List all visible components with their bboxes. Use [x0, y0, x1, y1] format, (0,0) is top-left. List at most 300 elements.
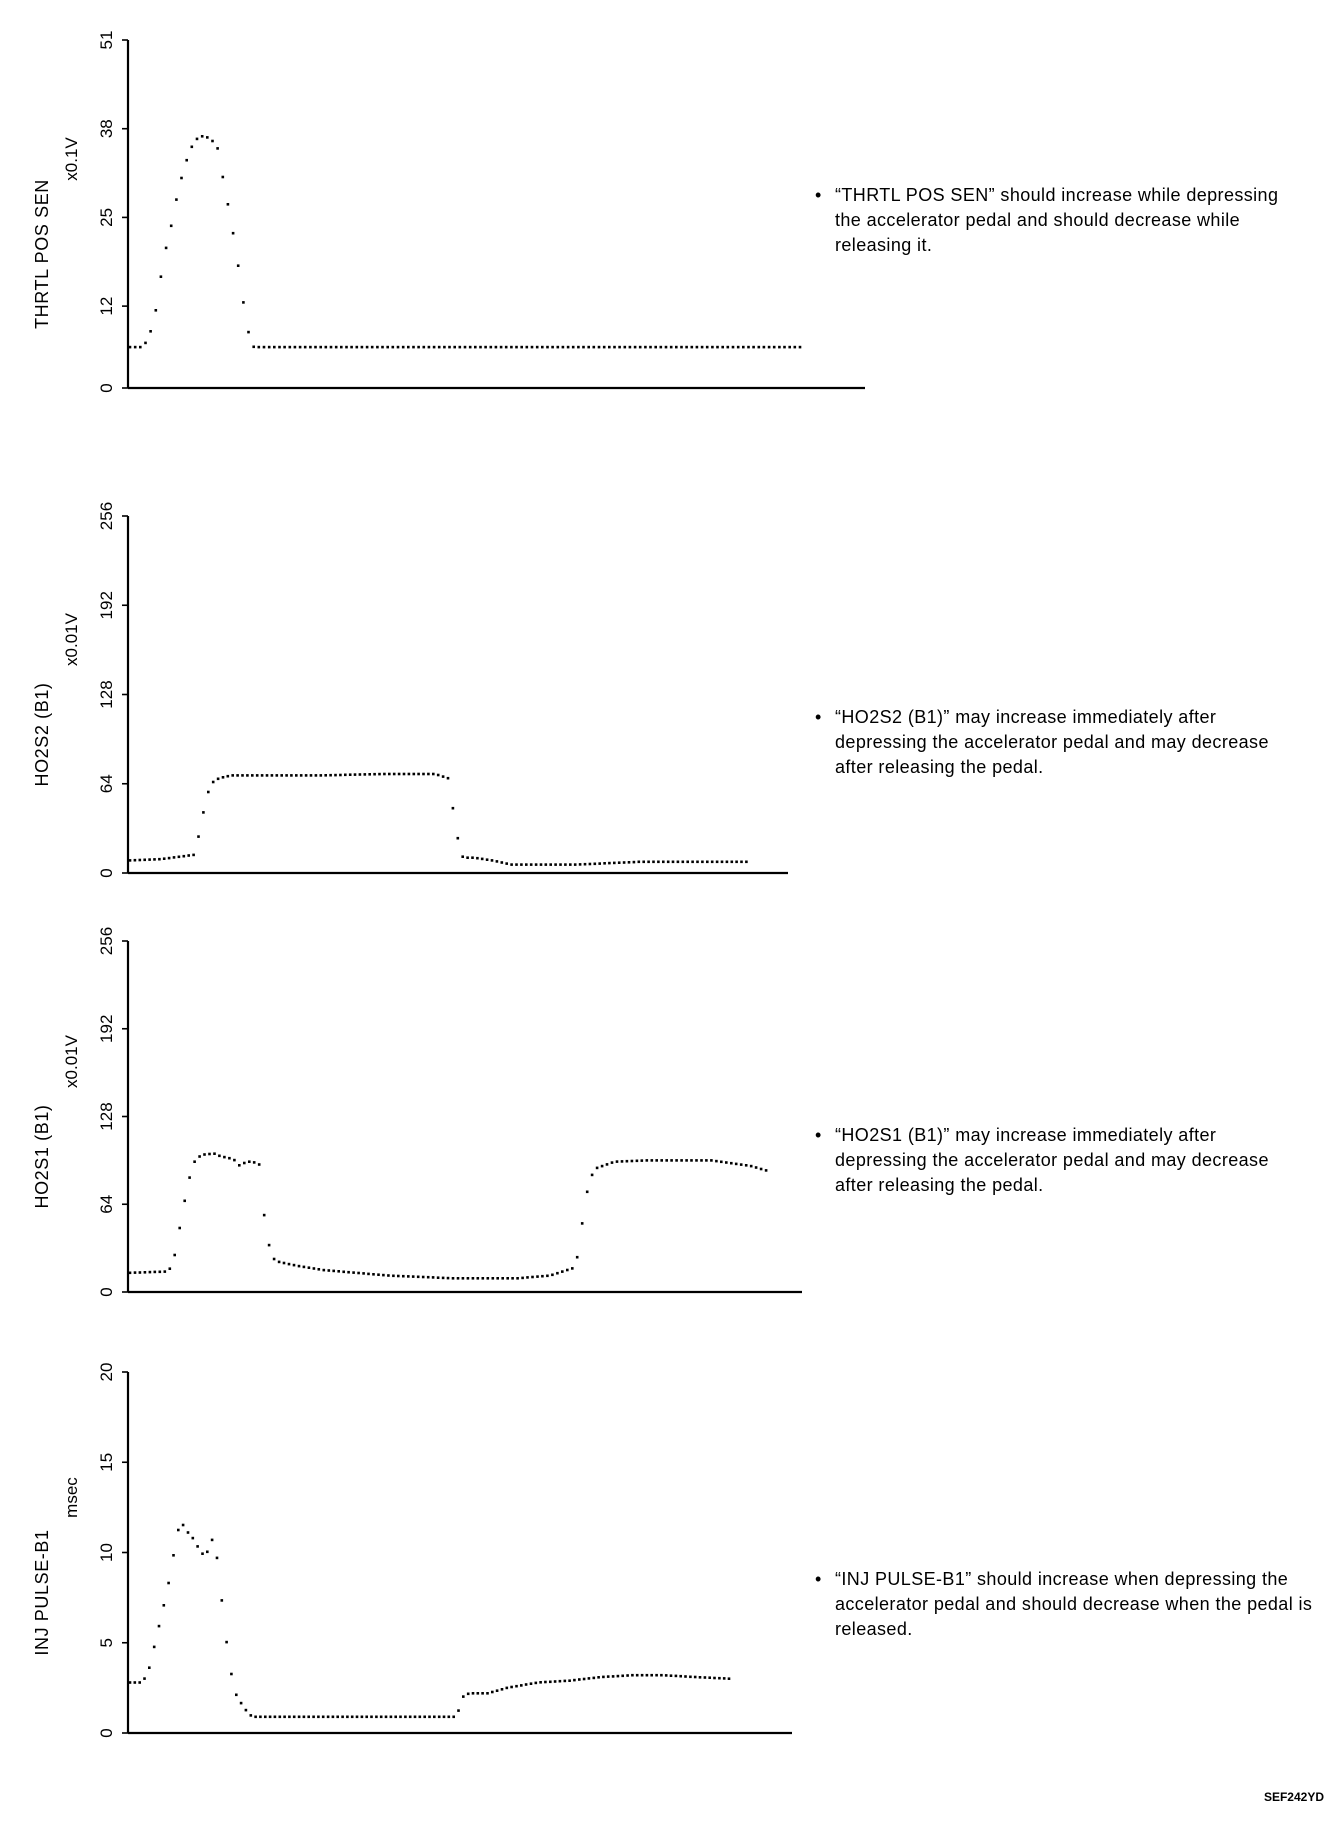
data-point: [506, 1277, 509, 1280]
data-point: [650, 1674, 653, 1677]
data-point: [601, 1165, 604, 1168]
data-point: [242, 301, 245, 304]
data-point: [646, 1159, 649, 1162]
data-point: [655, 1159, 658, 1162]
data-point: [357, 1272, 360, 1275]
data-point: [594, 863, 597, 866]
y-unit-label: x0.01V: [62, 613, 81, 666]
y-tick-label: 12: [97, 296, 116, 316]
data-point: [491, 859, 494, 862]
data-point: [651, 1159, 654, 1162]
note-inj-pulse-b1: [815, 1567, 1315, 1642]
data-point: [246, 774, 249, 777]
data-point: [660, 1674, 663, 1677]
data-point: [695, 1159, 698, 1162]
y-unit-label: msec: [62, 1477, 81, 1518]
chart-1: [32, 502, 788, 878]
data-point: [273, 346, 276, 349]
data-point: [134, 346, 137, 349]
data-point: [443, 1716, 446, 1719]
data-point: [335, 346, 338, 349]
note-text: “HO2S2 (B1)” may increase immediately after depressing the accelerator pedal and may decrease after releasing the pedal.: [835, 707, 1269, 777]
data-point: [611, 1161, 614, 1164]
data-point: [541, 1275, 544, 1278]
note-text: “THRTL POS SEN” should increase while depressing the accelerator pedal and should decrease while releasing it.: [835, 185, 1279, 255]
data-point: [274, 1716, 277, 1719]
data-point: [163, 857, 166, 860]
data-point: [452, 1716, 455, 1719]
data-point: [149, 330, 152, 333]
data-point: [551, 346, 554, 349]
data-point: [574, 863, 577, 866]
data-point: [727, 346, 730, 349]
data-point: [696, 861, 699, 864]
data-point: [535, 863, 538, 866]
data-point: [726, 861, 729, 864]
data-point: [442, 775, 445, 778]
y-tick-label: 25: [97, 207, 116, 227]
data-point: [188, 1176, 191, 1179]
data-point: [129, 1272, 132, 1275]
data-point: [298, 1716, 301, 1719]
data-point: [433, 1716, 436, 1719]
data-point: [394, 1716, 397, 1719]
data-point: [662, 861, 665, 864]
chart-3: [32, 1363, 792, 1738]
data-point: [477, 1692, 480, 1695]
data-point: [665, 346, 668, 349]
data-point: [531, 1276, 534, 1279]
data-point: [198, 1155, 201, 1158]
data-point: [237, 264, 240, 267]
data-point: [742, 346, 745, 349]
data-point: [139, 1271, 142, 1274]
data-point: [211, 1539, 214, 1542]
data-point: [799, 346, 802, 349]
data-point: [603, 346, 606, 349]
data-point: [303, 1716, 306, 1719]
data-point: [365, 1716, 368, 1719]
data-point: [232, 232, 235, 235]
data-point: [520, 1684, 523, 1687]
data-point: [705, 1159, 708, 1162]
data-point: [344, 774, 347, 777]
data-point: [169, 1267, 172, 1270]
data-point: [168, 857, 171, 860]
data-point: [227, 203, 230, 206]
data-point: [178, 1227, 181, 1230]
data-point: [412, 346, 415, 349]
data-point: [263, 346, 266, 349]
data-point: [319, 346, 322, 349]
data-point: [699, 1676, 702, 1679]
data-point: [606, 1163, 609, 1166]
data-point: [143, 859, 146, 862]
data-point: [462, 1277, 465, 1280]
note-text: “INJ PULSE-B1” should increase when depressing the accelerator pedal and should decrease when the pedal is released.: [835, 1569, 1313, 1639]
data-point: [588, 1677, 591, 1680]
data-point: [706, 861, 709, 864]
data-point: [402, 346, 405, 349]
data-point: [278, 346, 281, 349]
data-point: [337, 1270, 340, 1273]
data-point: [269, 1716, 272, 1719]
data-point: [381, 346, 384, 349]
data-point: [283, 346, 286, 349]
data-point: [740, 1163, 743, 1166]
data-point: [139, 859, 142, 862]
data-point: [309, 346, 312, 349]
data-point: [680, 1159, 683, 1162]
data-point: [329, 774, 332, 777]
data-point: [266, 774, 269, 777]
data-point: [639, 346, 642, 349]
data-point: [438, 346, 441, 349]
data-point: [500, 346, 503, 349]
data-point: [290, 774, 293, 777]
data-point: [691, 346, 694, 349]
data-point: [607, 1675, 610, 1678]
data-point: [250, 1714, 253, 1717]
data-point: [641, 1674, 644, 1677]
chart-0: [32, 31, 865, 393]
data-point: [447, 1277, 450, 1280]
data-point: [256, 774, 259, 777]
data-point: [732, 346, 735, 349]
data-point: [623, 861, 626, 864]
data-point: [347, 1271, 350, 1274]
data-point: [510, 1686, 513, 1689]
data-point: [217, 778, 220, 781]
data-point: [143, 1677, 146, 1680]
data-point: [356, 346, 359, 349]
data-point: [613, 346, 616, 349]
data-point: [432, 1276, 435, 1279]
data-point: [501, 1277, 504, 1280]
data-point: [457, 1277, 460, 1280]
data-point: [667, 861, 670, 864]
data-point: [164, 1270, 167, 1273]
data-point: [352, 1271, 355, 1274]
data-point: [492, 1277, 495, 1280]
data-point: [202, 811, 205, 814]
data-point: [320, 774, 323, 777]
data-point: [486, 1692, 489, 1695]
data-point: [283, 1716, 286, 1719]
data-point: [546, 346, 549, 349]
data-point: [218, 1155, 221, 1158]
data-point: [407, 346, 410, 349]
data-point: [582, 346, 585, 349]
data-point: [631, 1160, 634, 1163]
data-point: [561, 1270, 564, 1273]
y-axis-label: HO2S1 (B1): [32, 1104, 52, 1209]
data-point: [634, 346, 637, 349]
y-tick-label: 5: [97, 1638, 116, 1648]
data-point: [633, 861, 636, 864]
data-point: [173, 856, 176, 859]
data-point: [173, 1254, 176, 1257]
data-point: [158, 1625, 161, 1628]
data-point: [660, 1159, 663, 1162]
data-point: [227, 775, 230, 778]
data-point: [720, 1161, 723, 1164]
data-point: [525, 1683, 528, 1686]
data-point: [175, 198, 178, 201]
data-point: [621, 1160, 624, 1163]
data-point: [393, 773, 396, 776]
data-point: [682, 861, 685, 864]
data-point: [711, 346, 714, 349]
data-point: [616, 1160, 619, 1163]
data-point: [417, 346, 420, 349]
data-point: [129, 346, 132, 349]
data-point: [356, 1716, 359, 1719]
data-point: [691, 861, 694, 864]
data-point: [711, 861, 714, 864]
data-point: [675, 1675, 678, 1678]
data-point: [288, 1263, 291, 1266]
data-point: [148, 1666, 151, 1669]
data-point: [723, 1677, 726, 1680]
data-point: [515, 1685, 518, 1688]
data-point: [539, 1681, 542, 1684]
data-point: [544, 1681, 547, 1684]
data-point: [368, 773, 371, 776]
y-tick-label: 128: [97, 680, 116, 709]
data-point: [642, 861, 645, 864]
data-point: [129, 859, 132, 862]
data-point: [238, 1164, 241, 1167]
note-thrtl-pos-sen: [815, 183, 1285, 258]
data-point: [535, 1682, 538, 1685]
data-point: [745, 1164, 748, 1167]
data-point: [491, 1691, 494, 1694]
data-point: [252, 346, 255, 349]
data-point: [398, 773, 401, 776]
data-point: [701, 346, 704, 349]
data-point: [307, 1716, 310, 1719]
data-point: [438, 1716, 441, 1719]
data-point: [479, 346, 482, 349]
data-point: [308, 1266, 311, 1269]
data-point: [469, 346, 472, 349]
data-point: [407, 1275, 410, 1278]
data-point: [783, 346, 786, 349]
y-tick-label: 20: [97, 1362, 116, 1382]
data-point: [472, 1692, 475, 1695]
data-point: [423, 1716, 426, 1719]
bullet-icon: •: [815, 1569, 822, 1589]
data-point: [554, 1680, 557, 1683]
data-point: [346, 1716, 349, 1719]
data-point: [794, 346, 797, 349]
data-point: [288, 1716, 291, 1719]
data-point: [154, 1271, 157, 1274]
data-point: [332, 1716, 335, 1719]
data-point: [467, 1693, 470, 1696]
data-point: [593, 346, 596, 349]
data-point: [515, 863, 518, 866]
data-point: [332, 1270, 335, 1273]
data-point: [258, 346, 261, 349]
data-point: [235, 1694, 238, 1697]
data-point: [165, 247, 168, 250]
data-point: [765, 1169, 768, 1172]
data-point: [559, 1680, 562, 1683]
data-point: [294, 346, 297, 349]
data-point: [713, 1677, 716, 1680]
data-point: [373, 773, 376, 776]
data-point: [192, 854, 195, 857]
y-tick-label: 0: [97, 868, 116, 878]
data-point: [264, 1716, 267, 1719]
data-point: [750, 1165, 753, 1168]
data-point: [258, 1163, 261, 1166]
data-point: [155, 309, 158, 312]
data-point: [472, 1277, 475, 1280]
y-unit-label: x0.01V: [62, 1035, 81, 1088]
data-point: [486, 858, 489, 861]
data-point: [466, 856, 469, 859]
data-point: [716, 346, 719, 349]
data-point: [397, 1275, 400, 1278]
note-text: “HO2S1 (B1)” may increase immediately after depressing the accelerator pedal and may decrease after releasing the pedal.: [835, 1125, 1269, 1195]
data-point: [725, 1161, 728, 1164]
data-point: [428, 346, 431, 349]
y-tick-label: 192: [97, 591, 116, 620]
data-point: [506, 1687, 509, 1690]
data-point: [350, 346, 353, 349]
data-point: [755, 1166, 758, 1169]
data-point: [163, 1604, 166, 1607]
data-point: [409, 1716, 412, 1719]
data-point: [694, 1676, 697, 1679]
data-point: [437, 1276, 440, 1279]
data-point: [655, 1674, 658, 1677]
data-point: [192, 1537, 195, 1540]
data-point: [481, 1692, 484, 1695]
data-point: [345, 346, 348, 349]
data-point: [349, 773, 352, 776]
data-point: [710, 1159, 713, 1162]
data-point: [608, 346, 611, 349]
data-point: [721, 861, 724, 864]
data-point: [689, 1676, 692, 1679]
data-point: [378, 773, 381, 776]
chart-2: [32, 927, 802, 1297]
data-point: [566, 1269, 569, 1272]
data-point: [289, 346, 292, 349]
data-point: [576, 1256, 579, 1259]
data-point: [583, 1678, 586, 1681]
data-point: [180, 177, 183, 180]
data-point: [584, 863, 587, 866]
data-point: [728, 1677, 731, 1680]
data-point: [408, 773, 411, 776]
data-point: [148, 858, 151, 861]
data-point: [591, 1174, 594, 1177]
data-point: [129, 1681, 132, 1684]
data-point: [520, 346, 523, 349]
data-point: [392, 1275, 395, 1278]
data-point: [211, 140, 214, 143]
data-point: [721, 346, 724, 349]
data-point: [536, 346, 539, 349]
data-point: [167, 1582, 170, 1585]
data-point: [399, 1716, 402, 1719]
data-point: [505, 862, 508, 865]
data-point: [231, 774, 234, 777]
data-point: [578, 1678, 581, 1681]
data-point: [254, 1716, 257, 1719]
data-point: [304, 346, 307, 349]
data-point: [388, 773, 391, 776]
data-point: [603, 862, 606, 865]
data-point: [233, 1159, 236, 1162]
data-point: [660, 346, 663, 349]
data-point: [139, 346, 142, 349]
data-point: [417, 773, 420, 776]
data-point: [559, 863, 562, 866]
data-point: [675, 346, 678, 349]
data-point: [243, 1162, 246, 1165]
data-point: [178, 856, 181, 859]
data-point: [340, 346, 343, 349]
data-point: [677, 861, 680, 864]
data-point: [328, 1269, 331, 1272]
data-point: [285, 774, 288, 777]
data-point: [617, 1675, 620, 1678]
data-point: [735, 1163, 738, 1166]
data-point: [520, 863, 523, 866]
data-point: [477, 1277, 480, 1280]
data-point: [564, 863, 567, 866]
data-point: [581, 1222, 584, 1225]
data-point: [752, 346, 755, 349]
data-point: [638, 861, 641, 864]
data-point: [402, 1275, 405, 1278]
data-point: [293, 1716, 296, 1719]
data-point: [675, 1159, 678, 1162]
data-point: [183, 855, 186, 858]
data-point: [403, 773, 406, 776]
data-point: [372, 1273, 375, 1276]
data-point: [245, 1709, 248, 1712]
data-point: [428, 1716, 431, 1719]
data-point: [452, 1277, 455, 1280]
data-point: [665, 1674, 668, 1677]
data-point: [731, 861, 734, 864]
data-point: [586, 1191, 589, 1194]
data-point: [758, 346, 761, 349]
data-point: [569, 863, 572, 866]
data-point: [598, 346, 601, 349]
y-tick-label: 51: [97, 30, 116, 50]
data-point: [144, 342, 147, 345]
data-point: [636, 1160, 639, 1163]
data-point: [526, 1276, 529, 1279]
data-point: [183, 1200, 186, 1203]
data-point: [397, 346, 400, 349]
data-point: [206, 136, 209, 139]
data-point: [551, 1274, 554, 1277]
data-point: [448, 346, 451, 349]
data-point: [665, 1159, 668, 1162]
data-point: [201, 1552, 204, 1555]
data-point: [496, 1689, 499, 1692]
data-point: [303, 1266, 306, 1269]
